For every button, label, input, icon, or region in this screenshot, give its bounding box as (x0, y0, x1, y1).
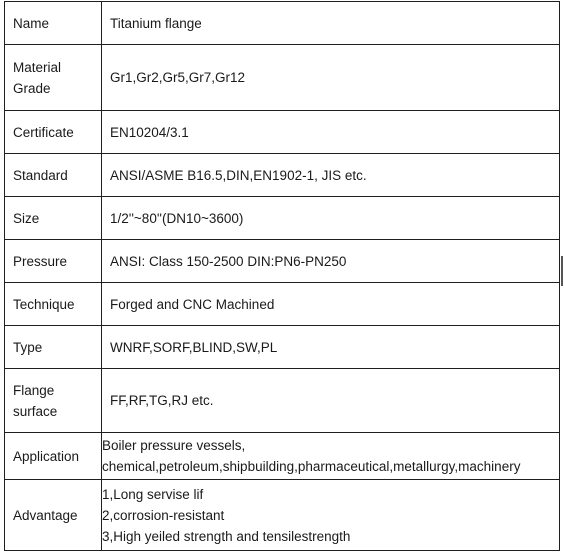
spec-row-flange-surface (5, 369, 560, 433)
spec-value-cell (102, 433, 560, 480)
spec-value-text: Boiler pressure vessels, (102, 438, 246, 453)
spec-row-certificate (5, 111, 560, 154)
spec-value-text: EN10204/3.1 (110, 124, 189, 140)
spec-row-size (5, 197, 560, 240)
spec-row-application (5, 433, 560, 480)
spec-value-text: Titanium flange (110, 15, 202, 31)
spec-value-cell (102, 369, 560, 433)
spec-row-material-grade (5, 45, 560, 111)
spec-value-text: ANSI/ASME B16.5,DIN,EN1902-1, JIS etc. (110, 167, 367, 183)
spec-label-cell (5, 2, 102, 45)
spec-value-text: 1/2''~80''(DN10~3600) (110, 210, 244, 226)
spec-label-cell (5, 480, 102, 551)
spec-label-cell (5, 326, 102, 369)
spec-row-standard (5, 154, 560, 197)
spec-label-cell (5, 45, 102, 111)
spec-label-text: Type (13, 339, 43, 355)
spec-label-text: Flange (13, 382, 55, 398)
spec-value-cell (102, 480, 560, 551)
spec-label-cell (5, 111, 102, 154)
spec-label-text: Technique (13, 296, 75, 312)
spec-value-text: 2,corrosion-resistant (102, 507, 225, 523)
spec-label-cell (5, 283, 102, 326)
spec-value-text: 1,Long servise lif (102, 486, 204, 502)
spec-label-text: Pressure (13, 253, 68, 269)
spec-label-text: Application (13, 448, 80, 464)
spec-label-text: Grade (13, 80, 51, 96)
spec-label-cell (5, 369, 102, 433)
spec-value-cell (102, 197, 560, 240)
spec-value-cell (102, 111, 560, 154)
spec-value-text: 3,High yeiled strength and tensilestrength (102, 528, 351, 544)
spec-value-text: Gr1,Gr2,Gr5,Gr7,Gr12 (110, 70, 246, 85)
spec-table (4, 1, 560, 551)
spec-value-text: Forged and CNC Machined (110, 296, 275, 312)
spec-label-text: Certificate (13, 124, 74, 140)
spec-value-cell (102, 283, 560, 326)
edge-marker (561, 256, 563, 286)
spec-value-text: ANSI: Class 150-2500 DIN:PN6-PN250 (110, 253, 347, 269)
spec-row-type (5, 326, 560, 369)
spec-label-text: Standard (13, 167, 68, 183)
spec-label-text: Size (13, 210, 40, 226)
spec-table-body (5, 2, 560, 551)
spec-value-text: chemical,petroleum,shipbuilding,pharmaceutical,metallurgy,machinery (102, 459, 521, 474)
spec-value-text: FF,RF,TG,RJ etc. (110, 393, 214, 408)
spec-label-text: Advantage (13, 507, 78, 523)
spec-row-advantage (5, 480, 560, 551)
spec-value-cell (102, 240, 560, 283)
spec-label-cell (5, 433, 102, 480)
spec-row-technique (5, 283, 560, 326)
spec-label-text: Name (13, 15, 50, 31)
spec-value-cell (102, 154, 560, 197)
spec-value-text: WNRF,SORF,BLIND,SW,PL (110, 339, 278, 355)
spec-label-cell (5, 240, 102, 283)
spec-label-text: surface (13, 403, 58, 419)
spec-label-text: Material (13, 59, 62, 75)
spec-label-cell (5, 197, 102, 240)
spec-value-cell (102, 45, 560, 111)
spec-value-cell (102, 326, 560, 369)
spec-row-pressure (5, 240, 560, 283)
spec-label-cell (5, 154, 102, 197)
spec-value-cell (102, 2, 560, 45)
spec-row-name (5, 2, 560, 45)
